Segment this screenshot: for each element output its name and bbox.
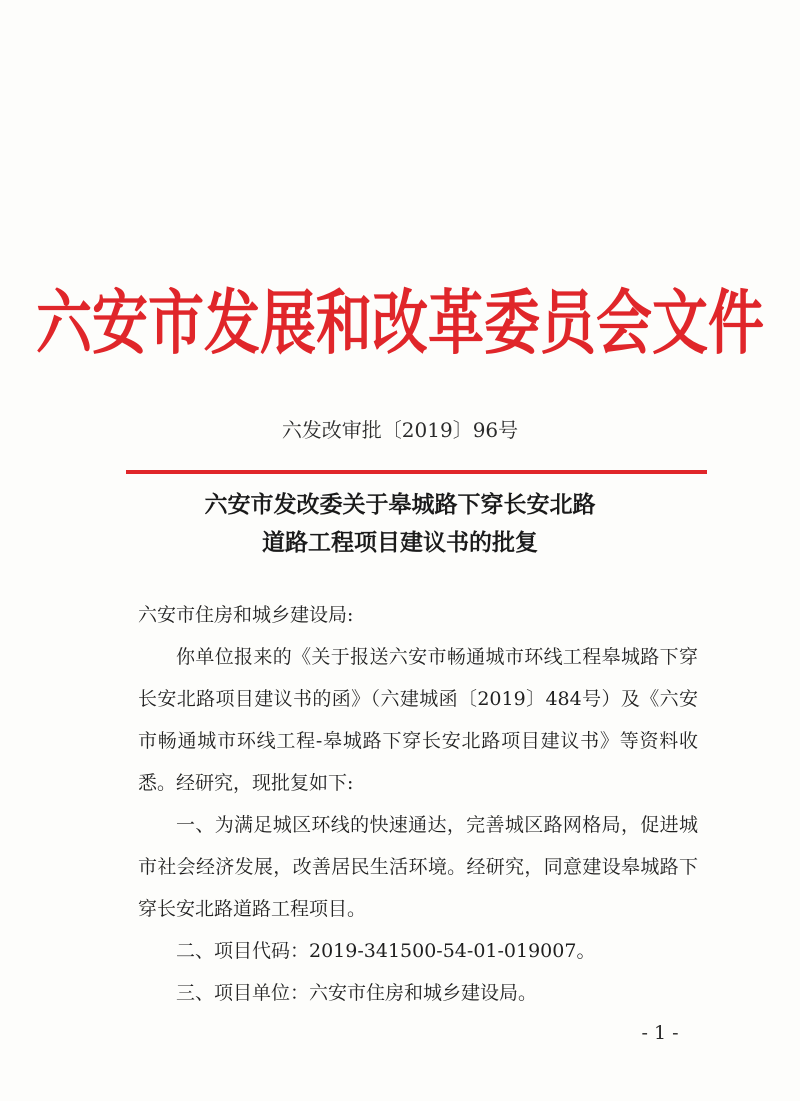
document-subject [0, 486, 800, 562]
document-number: 六发改审批〔2019〕96号 [281, 418, 519, 442]
body-paragraph-3: 二、项目代码：2019-341500-54-01-019007。 [176, 940, 596, 962]
document-body [138, 594, 698, 1014]
body-paragraph-4: 三、项目单位：六安市住房和城乡建设局。 [176, 982, 538, 1004]
body-paragraph-2: 一、为满足城区环线的快速通达，完善城区路网格局，促进城市社会经济发展，改善居民生活环境。经研究，同意建设皋城路下穿长安北路道路工程项目。 [138, 814, 698, 920]
body-paragraph-1: 你单位报来的《关于报送六安市畅通城市环线工程皋城路下穿长安北路项目建议书的函》（六建城函〔2019〕484号）及《六安市畅通城市环线工程-皋城路下穿长安北路项目建议书》等资料收悉。经研究，现批复如下: [138, 646, 698, 794]
subject-line-2: 道路工程项目建议书的批复 [262, 529, 538, 556]
red-divider-line [126, 470, 707, 474]
page-number: - 1 - [641, 1022, 679, 1044]
issuer-header-title: 六安市发展和改革委员会文件 [36, 281, 764, 365]
addressee: 六安市住房和城乡建设局: [138, 604, 354, 626]
subject-line-1: 六安市发改委关于皋城路下穿长安北路 [204, 491, 596, 518]
